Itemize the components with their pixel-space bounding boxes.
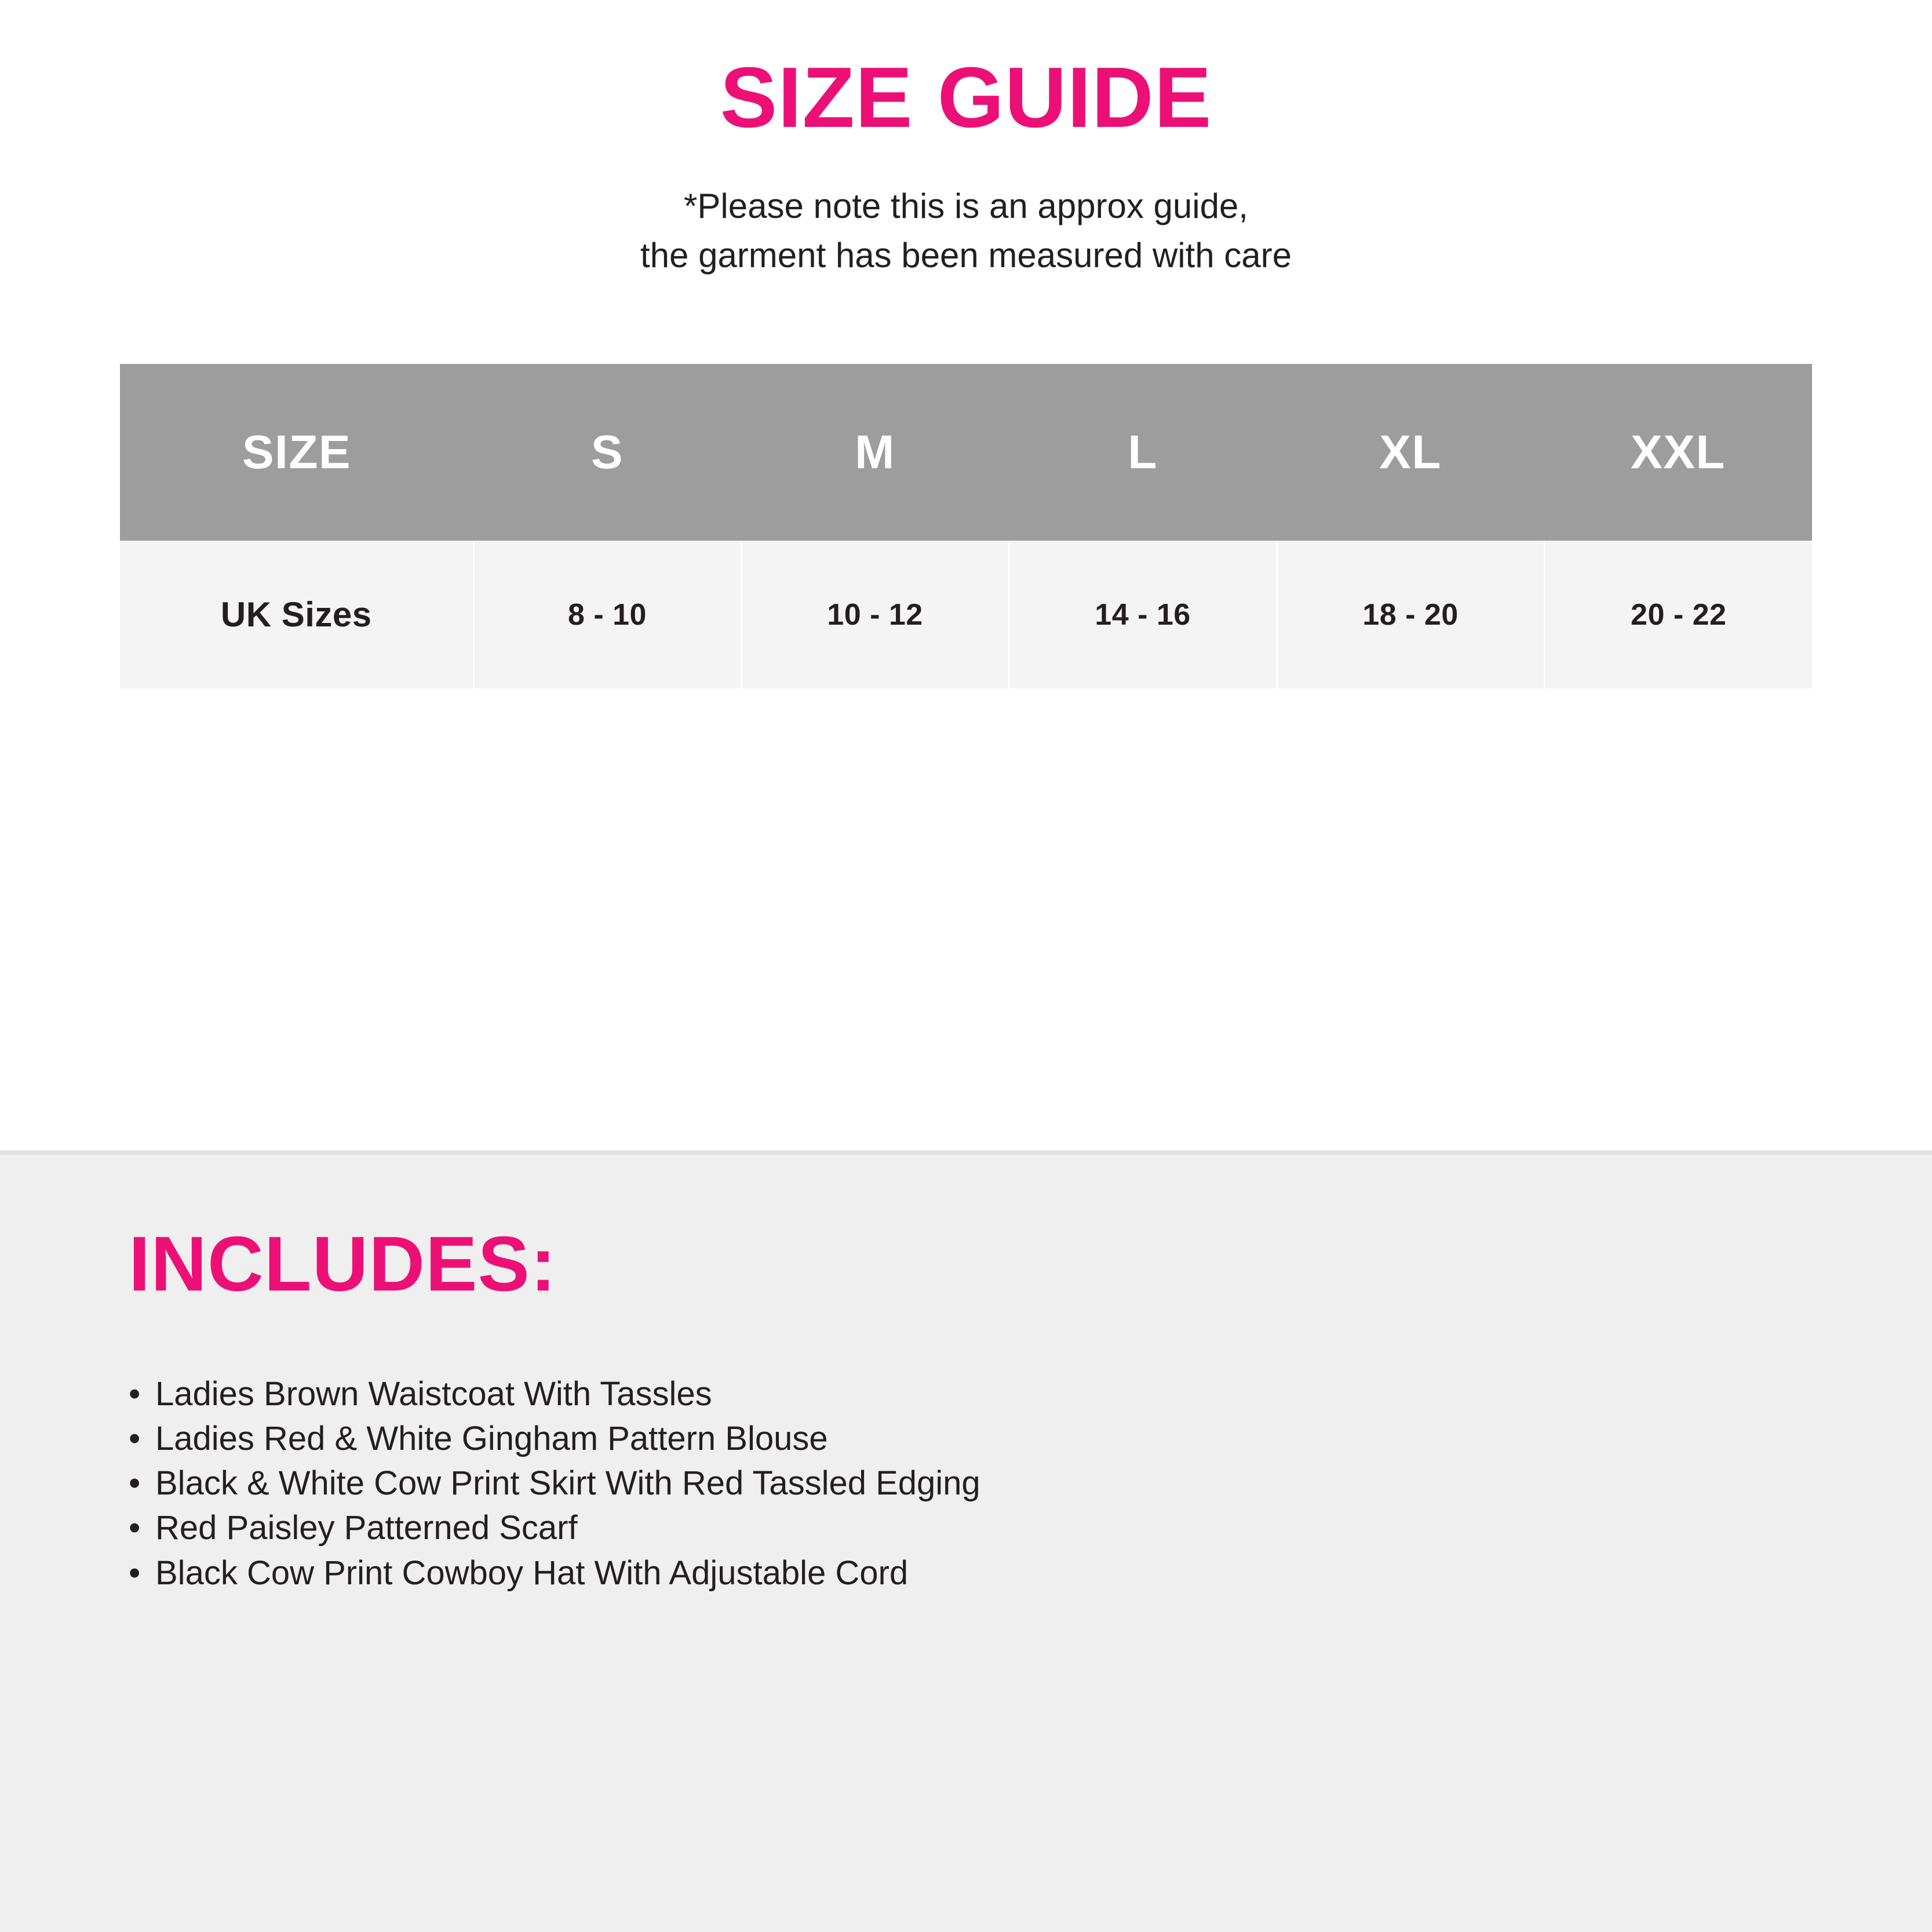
list-item-label: Red Paisley Patterned Scarf: [155, 1509, 578, 1547]
cell-uk-size-xl: 18 - 20: [1277, 541, 1544, 688]
bullet-icon: •: [129, 1375, 141, 1413]
list-item-label: Ladies Red & White Gingham Pattern Blouse: [155, 1420, 828, 1458]
includes-list: [129, 1303, 1932, 1595]
bullet-icon: •: [129, 1464, 141, 1503]
note-line-1: *Please note this is an approx guide,: [684, 187, 1248, 225]
list-item: [129, 1505, 1932, 1550]
includes-section: [0, 1150, 1932, 1932]
list-item: [129, 1461, 1932, 1505]
bullet-icon: •: [129, 1554, 141, 1592]
list-item-label: Black Cow Print Cowboy Hat With Adjustable Cord: [155, 1554, 909, 1592]
bullet-icon: •: [129, 1420, 141, 1458]
table-header-cell-s: S: [473, 364, 741, 541]
list-item: [129, 1551, 1932, 1595]
table-row: [120, 541, 1812, 688]
size-table-container: [120, 364, 1812, 688]
list-item-label: Black & White Cow Print Skirt With Red Tassled Edging: [155, 1464, 980, 1503]
cell-uk-size-s: 8 - 10: [473, 541, 741, 688]
table-header-cell-xxl: XXL: [1544, 364, 1812, 541]
includes-title: INCLUDES:: [129, 1221, 557, 1307]
size-table-head: [120, 364, 1812, 541]
table-header-cell-m: M: [741, 364, 1009, 541]
list-item: [129, 1372, 1932, 1416]
table-header-cell-l: L: [1009, 364, 1277, 541]
cell-uk-size-l: 14 - 16: [1009, 541, 1277, 688]
size-table: [120, 364, 1812, 688]
list-item: [129, 1416, 1932, 1461]
bullet-icon: •: [129, 1509, 141, 1547]
size-table-body: [120, 541, 1812, 688]
list-item-label: Ladies Brown Waistcoat With Tassles: [155, 1375, 712, 1413]
approx-guide-note: [0, 141, 1932, 280]
cell-uk-size-m: 10 - 12: [741, 541, 1009, 688]
table-header-cell-size: SIZE: [120, 364, 473, 541]
table-header-row: [120, 364, 1812, 541]
table-header-cell-xl: XL: [1277, 364, 1544, 541]
note-line-2: the garment has been measured with care: [640, 236, 1292, 275]
page-title: SIZE GUIDE: [720, 50, 1212, 145]
row-label-uk-sizes: UK Sizes: [120, 541, 473, 688]
cell-uk-size-xxl: 20 - 22: [1544, 541, 1812, 688]
